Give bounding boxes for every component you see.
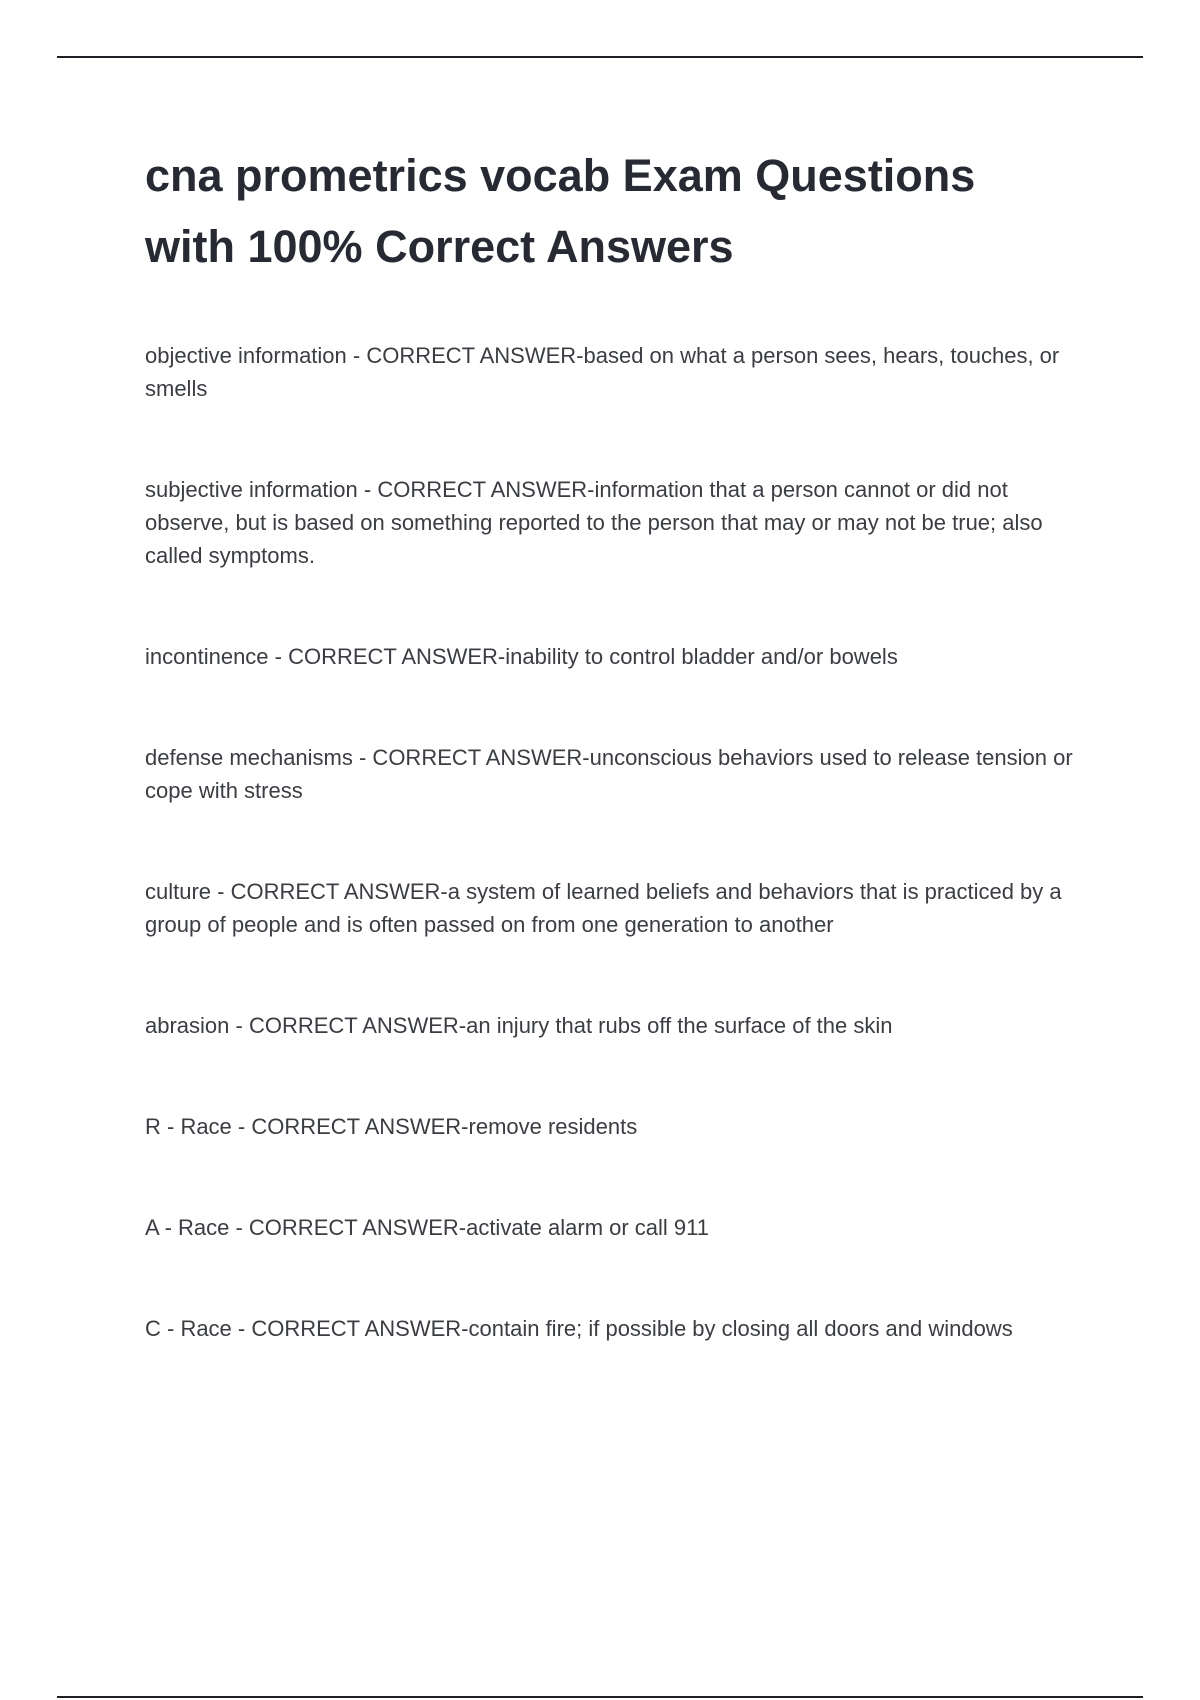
top-divider: [57, 56, 1143, 58]
vocab-entry: subjective information - CORRECT ANSWER-information that a person cannot or did not observe, but is based on something reported to the person that may or may not be true; also called symptoms.: [145, 477, 1043, 568]
vocab-list: [145, 339, 1075, 1345]
vocab-entry: culture - CORRECT ANSWER-a system of learned beliefs and behaviors that is practiced by a group of people and is often passed on from one generation to another: [145, 879, 1062, 937]
document-body: [145, 140, 1075, 1345]
vocab-entry: incontinence - CORRECT ANSWER-inability to control bladder and/or bowels: [145, 644, 898, 669]
vocab-entry: defense mechanisms - CORRECT ANSWER-unconscious behaviors used to release tension or cope with stress: [145, 745, 1073, 803]
vocab-entry: R - Race - CORRECT ANSWER-remove residents: [145, 1114, 638, 1139]
vocab-entry: A - Race - CORRECT ANSWER-activate alarm or call 911: [145, 1215, 710, 1240]
vocab-entry: objective information - CORRECT ANSWER-based on what a person sees, hears, touches, or smells: [145, 343, 1060, 401]
document-title: cna prometrics vocab Exam Questions with 100% Correct Answers: [145, 150, 976, 272]
vocab-entry: C - Race - CORRECT ANSWER-contain fire; if possible by closing all doors and windows: [145, 1316, 1013, 1341]
vocab-entry: abrasion - CORRECT ANSWER-an injury that rubs off the surface of the skin: [145, 1013, 893, 1038]
bottom-divider: [57, 1696, 1143, 1698]
